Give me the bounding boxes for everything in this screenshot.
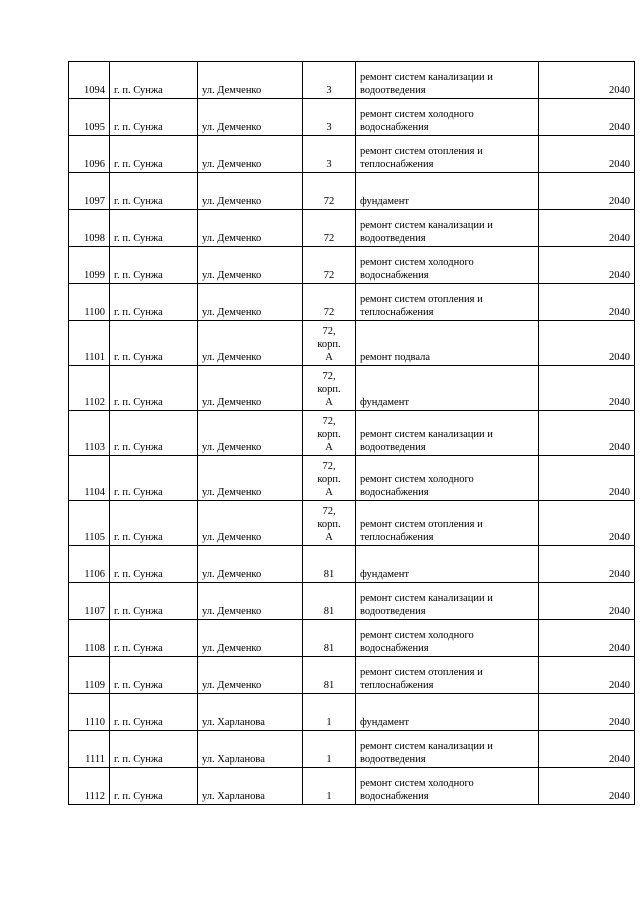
planned-year-cell: 2040	[539, 501, 635, 546]
street-cell: ул. Демченко	[198, 620, 303, 657]
street-cell: ул. Демченко	[198, 501, 303, 546]
work-type-cell: ремонт систем отопления и теплоснабжения	[356, 136, 539, 173]
table-row	[69, 210, 635, 247]
row-number: 1109	[69, 657, 110, 694]
planned-year-cell: 2040	[539, 768, 635, 805]
table-row	[69, 768, 635, 805]
planned-year-cell: 2040	[539, 247, 635, 284]
house-number-cell: 1	[303, 694, 356, 731]
planned-year-cell: 2040	[539, 99, 635, 136]
house-number-cell: 72	[303, 173, 356, 210]
street-cell: ул. Харланова	[198, 768, 303, 805]
work-type-cell: ремонт подвала	[356, 321, 539, 366]
work-type-cell: фундамент	[356, 546, 539, 583]
work-type-cell: ремонт систем канализации и водоотведения	[356, 62, 539, 99]
table-row	[69, 99, 635, 136]
table-row	[69, 657, 635, 694]
planned-year-cell: 2040	[539, 321, 635, 366]
house-number-cell: 1	[303, 768, 356, 805]
house-number-cell: 3	[303, 99, 356, 136]
table-row	[69, 546, 635, 583]
settlement-cell: г. п. Сунжа	[110, 62, 198, 99]
house-number-cell: 81	[303, 657, 356, 694]
planned-year-cell: 2040	[539, 411, 635, 456]
planned-year-cell: 2040	[539, 583, 635, 620]
row-number: 1110	[69, 694, 110, 731]
row-number: 1106	[69, 546, 110, 583]
row-number: 1108	[69, 620, 110, 657]
table-row	[69, 62, 635, 99]
work-type-cell: ремонт систем канализации и водоотведения	[356, 731, 539, 768]
settlement-cell: г. п. Сунжа	[110, 321, 198, 366]
settlement-cell: г. п. Сунжа	[110, 768, 198, 805]
street-cell: ул. Демченко	[198, 411, 303, 456]
planned-year-cell: 2040	[539, 546, 635, 583]
planned-year-cell: 2040	[539, 173, 635, 210]
house-number-cell: 72, корп. А	[303, 501, 356, 546]
street-cell: ул. Демченко	[198, 173, 303, 210]
row-number: 1098	[69, 210, 110, 247]
work-type-cell: ремонт систем холодного водоснабжения	[356, 620, 539, 657]
work-type-cell: ремонт систем канализации и водоотведения	[356, 210, 539, 247]
work-type-cell: ремонт систем отопления и теплоснабжения	[356, 501, 539, 546]
row-number: 1111	[69, 731, 110, 768]
table-body	[69, 62, 635, 805]
settlement-cell: г. п. Сунжа	[110, 731, 198, 768]
planned-year-cell: 2040	[539, 731, 635, 768]
row-number: 1100	[69, 284, 110, 321]
settlement-cell: г. п. Сунжа	[110, 284, 198, 321]
settlement-cell: г. п. Сунжа	[110, 694, 198, 731]
street-cell: ул. Демченко	[198, 546, 303, 583]
street-cell: ул. Демченко	[198, 583, 303, 620]
settlement-cell: г. п. Сунжа	[110, 620, 198, 657]
row-number: 1097	[69, 173, 110, 210]
planned-year-cell: 2040	[539, 620, 635, 657]
street-cell: ул. Демченко	[198, 366, 303, 411]
row-number: 1107	[69, 583, 110, 620]
street-cell: ул. Демченко	[198, 99, 303, 136]
work-type-cell: ремонт систем холодного водоснабжения	[356, 99, 539, 136]
house-number-cell: 72	[303, 247, 356, 284]
work-type-cell: ремонт систем холодного водоснабжения	[356, 456, 539, 501]
work-type-cell: ремонт систем канализации и водоотведения	[356, 583, 539, 620]
table-row	[69, 620, 635, 657]
house-number-cell: 81	[303, 583, 356, 620]
house-number-cell: 81	[303, 620, 356, 657]
settlement-cell: г. п. Сунжа	[110, 99, 198, 136]
work-type-cell: ремонт систем холодного водоснабжения	[356, 768, 539, 805]
planned-year-cell: 2040	[539, 694, 635, 731]
settlement-cell: г. п. Сунжа	[110, 546, 198, 583]
street-cell: ул. Харланова	[198, 694, 303, 731]
house-number-cell: 1	[303, 731, 356, 768]
house-number-cell: 72, корп. А	[303, 321, 356, 366]
work-type-cell: фундамент	[356, 173, 539, 210]
row-number: 1096	[69, 136, 110, 173]
street-cell: ул. Демченко	[198, 136, 303, 173]
row-number: 1102	[69, 366, 110, 411]
planned-year-cell: 2040	[539, 657, 635, 694]
row-number: 1094	[69, 62, 110, 99]
settlement-cell: г. п. Сунжа	[110, 366, 198, 411]
table-row	[69, 136, 635, 173]
table-row	[69, 173, 635, 210]
planned-year-cell: 2040	[539, 210, 635, 247]
street-cell: ул. Демченко	[198, 284, 303, 321]
row-number: 1099	[69, 247, 110, 284]
settlement-cell: г. п. Сунжа	[110, 136, 198, 173]
settlement-cell: г. п. Сунжа	[110, 247, 198, 284]
table-row	[69, 731, 635, 768]
settlement-cell: г. п. Сунжа	[110, 411, 198, 456]
street-cell: ул. Харланова	[198, 731, 303, 768]
house-number-cell: 72	[303, 284, 356, 321]
table-row	[69, 247, 635, 284]
work-type-cell: фундамент	[356, 694, 539, 731]
work-type-cell: ремонт систем канализации и водоотведения	[356, 411, 539, 456]
table-row	[69, 411, 635, 456]
house-number-cell: 72, корп. А	[303, 411, 356, 456]
settlement-cell: г. п. Сунжа	[110, 501, 198, 546]
table-row	[69, 694, 635, 731]
table-row	[69, 321, 635, 366]
row-number: 1103	[69, 411, 110, 456]
row-number: 1105	[69, 501, 110, 546]
street-cell: ул. Демченко	[198, 210, 303, 247]
house-number-cell: 72, корп. А	[303, 366, 356, 411]
settlement-cell: г. п. Сунжа	[110, 173, 198, 210]
work-type-cell: фундамент	[356, 366, 539, 411]
street-cell: ул. Демченко	[198, 321, 303, 366]
work-type-cell: ремонт систем отопления и теплоснабжения	[356, 657, 539, 694]
work-type-cell: ремонт систем холодного водоснабжения	[356, 247, 539, 284]
settlement-cell: г. п. Сунжа	[110, 657, 198, 694]
row-number: 1095	[69, 99, 110, 136]
settlement-cell: г. п. Сунжа	[110, 583, 198, 620]
planned-year-cell: 2040	[539, 366, 635, 411]
row-number: 1112	[69, 768, 110, 805]
table-row	[69, 583, 635, 620]
house-number-cell: 3	[303, 136, 356, 173]
planned-year-cell: 2040	[539, 456, 635, 501]
street-cell: ул. Демченко	[198, 456, 303, 501]
house-number-cell: 81	[303, 546, 356, 583]
house-number-cell: 3	[303, 62, 356, 99]
street-cell: ул. Демченко	[198, 247, 303, 284]
table-row	[69, 456, 635, 501]
street-cell: ул. Демченко	[198, 62, 303, 99]
row-number: 1104	[69, 456, 110, 501]
planned-year-cell: 2040	[539, 136, 635, 173]
work-type-cell: ремонт систем отопления и теплоснабжения	[356, 284, 539, 321]
planned-year-cell: 2040	[539, 62, 635, 99]
repair-schedule-table	[68, 61, 635, 805]
row-number: 1101	[69, 321, 110, 366]
house-number-cell: 72	[303, 210, 356, 247]
table-row	[69, 284, 635, 321]
table-row	[69, 501, 635, 546]
planned-year-cell: 2040	[539, 284, 635, 321]
street-cell: ул. Демченко	[198, 657, 303, 694]
settlement-cell: г. п. Сунжа	[110, 210, 198, 247]
settlement-cell: г. п. Сунжа	[110, 456, 198, 501]
house-number-cell: 72, корп. А	[303, 456, 356, 501]
table-row	[69, 366, 635, 411]
